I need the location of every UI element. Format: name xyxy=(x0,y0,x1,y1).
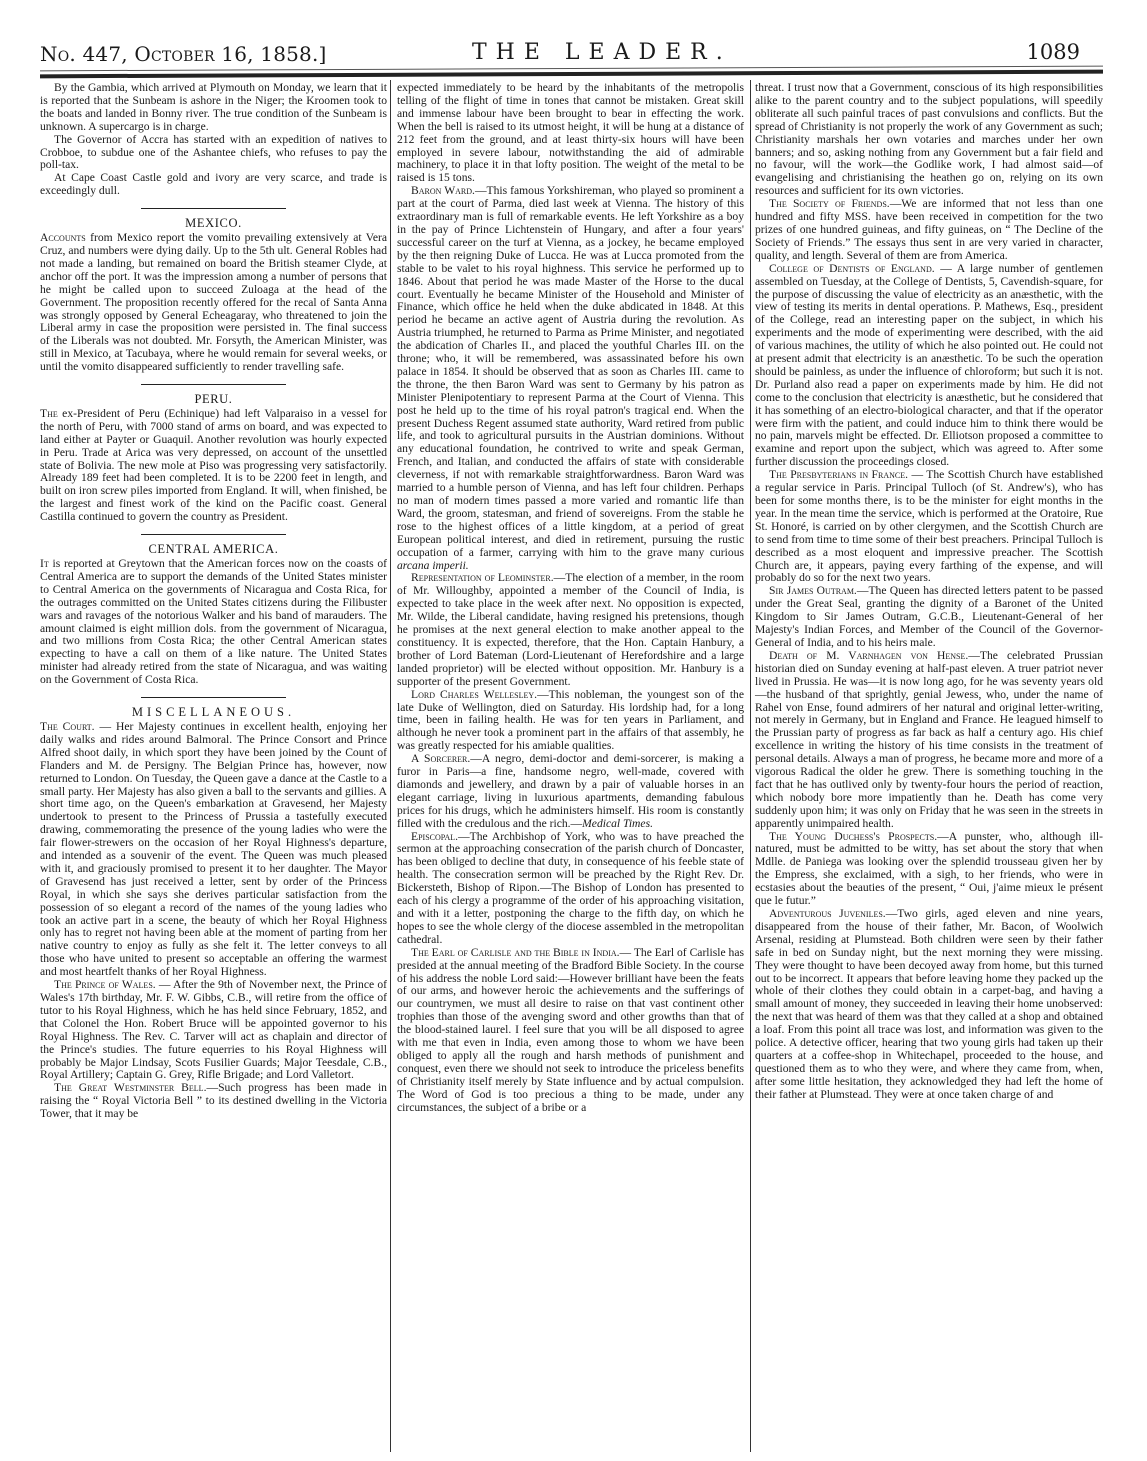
article-lead: The Great Westminster Bell. xyxy=(54,1081,207,1095)
masthead xyxy=(40,40,1080,66)
article-lead: Sir James Outram. xyxy=(769,584,857,598)
column-divider xyxy=(390,80,391,1452)
section-divider xyxy=(141,697,286,698)
article-body: —The celebrated Prussian historian died on Sunday evening at half-past eleven. A truer patriot never lived in Prussia. He was—it is now long ago, for he was seventy years old—the husband of that sprightly, genial Jewess, who, under the name of Rahel von Ense, found admirers of her natural and original letter-writing, not merely in Germany, but in England and France. He leagued himself to the Prussian party of progress as far back as half a century ago. His chief excellence in writing the history of his time consists in the treatment of personal details. Always a man of progress, he became more and more of a vigorous Radical the older he grew. There is something touching in the fact that he has outlived only by twenty-four hours the period of reaction, which nobody bore more impatiently than he. Death has come very suddenly upon him; it was only on Friday that he was seen in the streets in apparently unimpaired health. xyxy=(755,648,1103,830)
article-body: ex-President of Peru (Echinique) had left Valparaiso in a vessel for the north of Peru, with 7000 stand of arms on board, and was expected to land either at Payter or Guaquil. Another revolution was hourly expected in Peru. Trade at Arica was very depressed, on account of the unsettled state of Bolivia. The new mole at Piso was progressing very satisfactorily. Already 189 feet had been completed. It is to be 2200 feet in length, and built on iron screw piles imported from England. It will, when finished, be the largest and finest work of the kind on the Pacific coast. General Castilla continued to govern the country as President. xyxy=(40,406,387,524)
italic-phrase: arcana imperii. xyxy=(397,558,469,572)
issue-date: No. 447, October 16, 1858.] xyxy=(40,42,327,66)
lead-word: It xyxy=(40,557,49,570)
article-prince-of-wales xyxy=(40,979,387,1082)
column-divider xyxy=(750,80,751,1452)
article-lord-charles-wellesley xyxy=(397,689,744,754)
article-body: —A negro, demi-doctor and demi-sorcerer, is making a furor in Paris—a fine, handsome negro, well-made, covered with diamonds and jewellery, and drawn by a pair of valuable horses in an elegant carriage, living in luxurious apartments, demanding fabulous prices for his drugs, which he administers himself. His room is constantly filled with the credulous and the rich.— xyxy=(397,752,744,830)
paragraph: At Cape Coast Castle gold and ivory are very scarce, and trade is exceedingly dull. xyxy=(40,171,387,198)
article-lead: The Society of Friends. xyxy=(769,197,890,211)
article-body: — After the 9th of November next, the Prince of Wales's 17th birthday, Mr. F. W. Gibbs, C.B., will retire from the office of tutor to his Royal Highness, which he has held since February, 1852, and that Colonel the Hon. Robert Bruce will be appointed governor to his Royal Highness. The Rev. C. Tarver will act as chaplain and director of the Prince's studies. The future equerries to his Royal Highness will probably be Major Lindsay, Scots Fusilier Guards; Major Teesdale, C.B., Royal Artillery; Captain G. Grey, Rifle Brigade; and Lord Valletort. xyxy=(40,978,387,1082)
article-lead: A Sorcerer. xyxy=(411,752,471,766)
lead-word: Accounts xyxy=(40,231,86,245)
section-heading-miscellaneous: MISCELLANEOUS. xyxy=(131,705,296,720)
article-society-of-friends xyxy=(755,198,1103,263)
page-number: 1089 xyxy=(1026,40,1080,64)
article-varnhagen-von-hense xyxy=(755,650,1103,831)
section-divider xyxy=(141,384,286,385)
article-lead: The Young Duchess's Prospects. xyxy=(769,829,938,843)
article-body: —This famous Yorkshireman, who played so prominent a part at the court of Parma, died last week at Vienna. The history of this extraordinary man is full of remarkable events. He left Yorkshire as a boy in the pay of Prince Lichtenstein of Hungary, and after a four years' successful career on the turf at Vienna, as a jockey, he became employed by the then reigning Duke of Lucca. He was at Lucca promoted from the stable to be valet to his royal highness. This service he performed up to 1846. About that period he was made Master of the Horse to the ducal court. Eventually he became Minister of the Household and Minister of Finance, which office he held when the duke abdicated in 1848. At this period he became an active agent of Austria during the revolution. As Austria triumphed, he returned to Parma as Prime Minister, and negotiated the abdication of Charles II., and placed the youthful Charles III. on the throne; who, it will be remembered, was assassinated before his own palace in 1854. It should be observed that as soon as Charles III. came to the throne, the then Baron Ward was sent to Germany by his patron as Minister Plenipotentiary to represent Parma at the Court of Vienna. This post he held up to the time of his royal patron's tragical end. When the present Duchess Regent assumed state authority, Ward retired from public life, and took to agricultural pursuits in the Austrian dominions. Without any educational foundation, he contrived to write and speak German, French, and Italian, and conducted the affairs of state with considerable cleverness, if not with remarkable straightforwardness. Baron Ward was married to a humble person of Vienna, and has left four children. Perhaps no man of modern times passed a more varied and romantic life than Ward, the groom, statesman, and friend of sovereigns. From the stable he rose to the highest offices of a little kingdom, at a period of great European political interest, and died in retirement, pursuing the rustic occupation of a farmer, carrying with him to the grave many curious xyxy=(397,184,744,559)
article-episcopal xyxy=(397,831,744,947)
article-lead: Episcopal. xyxy=(411,829,459,843)
article-young-duchess xyxy=(755,831,1103,908)
article-body: —We are informed that not less than one hundred and fifty MSS. have been received in competition for the two prizes of one hundred guineas, and fifty guineas, on “ The Decline of the Society of Friends.” The essays thus sent in are very varied in character, quality, and length. Several of them are from America. xyxy=(755,197,1104,262)
section-heading-peru: PERU. xyxy=(194,392,233,407)
article-lead: College of Dentists of England. xyxy=(769,261,935,275)
column-2 xyxy=(397,82,744,1115)
article-the-court xyxy=(40,721,387,979)
header-rule-thick xyxy=(40,70,1103,79)
article-lead: The Earl of Carlisle and the Bible in India. xyxy=(411,945,620,959)
article-lead: Adventurous Juveniles. xyxy=(769,907,886,920)
article-body: —The election of a member, in the room of Mr. Willoughby, appointed a member of the Council of India, is expected to take place in the week after next. No opposition is expected, Mr. Wilde, the Liberal candidate, having resigned his pretensions, though he promises at the next general election to make another appeal to the constituency. It is expected, therefore, that the Hon. Captain Hanbury, a brother of Lord Bateman (Lord-Lieutenant of Herefordshire and a large landed proprietor) will be elected without opposition. Mr. Hanbury is a supporter of the present Government. xyxy=(397,571,744,688)
article-presbyterians-in-france xyxy=(755,469,1103,585)
article-body: is reported at Greytown that the American forces now on the coasts of Central America are to support the demands of the United States minister to Central America on the governments of Nicaragua and Costa Rica, for the outrages committed on the United States citizens during the Filibuster wars and ravages of the notorious Walker and his band of marauders. The amount claimed is eight million dols. from the government of Nicaragua, and two millions from Costa Rica; the other Central American states expecting to have a call on them of a like nature. The United States minister had already retired from the state of Nicaragua, and was waiting on the Government of Costa Rica. xyxy=(40,557,387,687)
article-adventurous-juveniles xyxy=(755,908,1103,1102)
article-body: — Her Majesty continues in excellent health, enjoying her daily walks and rides around Balmoral. The Prince Consort and Prince Alfred shoot daily, in which sport they have been joined by the Count of Flanders and M. de Persigny. The Belgian Prince has, however, now returned to London. On Tuesday, the Queen gave a dance at the Castle to a small party. Her Majesty has also given a ball to the servants and gillies. A short time ago, on the Queen's embarkation at Gravesend, her Majesty undertook to present to the Princess of Prussia a tastefully executed drawing, commemorating the presence of the young ladies who were the fair flower-strewers on the occasion of her Royal Highness's departure, and intended as a souvenir of the event. The Queen was much pleased with it, and graciously promised to present it to her daughter. The Mayor of Gravesend has just received a letter, sent by order of the Princess Royal, in which she says she derives particular satisfaction from the possession of so elegant a record of the names of the young ladies who took an active part in a scene, the beauty of which her Royal Highness only has to regret not having been able at the moment of parting from her native country to enjoy as fully as she felt it. The letter conveys to all those who have united to present so acceptable an offering the warmest and most heartfelt thanks of her Royal Highness. xyxy=(40,719,387,979)
article-college-of-dentists xyxy=(755,263,1103,470)
article-leominster xyxy=(397,572,744,688)
article-body: —This nobleman, the youngest son of the late Duke of Wellington, died on Saturday. His lordship had, for a long time, been in failing health. He was for ten years in Parliament, and although he never took a prominent part in the affairs of that assembly, he was greatly respected for his amiable qualities. xyxy=(397,687,745,753)
article-body: —The Queen has directed letters patent to be passed under the Great Seal, granting the dignity of a Baronet of the United Kingdom to Sir James Outram, G.C.B., Lieutenant-General of her Majesty's Indian Forces, and Member of the Council of the Governor-General of India, and to his heirs male. xyxy=(755,584,1103,649)
article-mexico xyxy=(40,232,387,374)
article-lead: Representation of Leominster. xyxy=(411,571,554,585)
article-lead: Baron Ward. xyxy=(411,184,475,198)
column-1 xyxy=(40,82,387,1121)
article-body: —The Archbishop of York, who was to have preached the sermon at the approaching consecration of the parish church of Doncaster, has been obliged to decline that duty, in consequence of his feeble state of health. The consecration sermon will be preached by the Right Rev. Dr. Bickersteth, Bishop of Ripon.—The Bishop of London has presented to each of his clergy a programme of the order of his approaching visitation, and with it a letter, postponing the charge to the fifth day, on which he hopes to see the whole clergy of the diocese assembled in the metropolitan cathedral. xyxy=(397,829,744,946)
article-central-america xyxy=(40,558,387,687)
section-divider xyxy=(141,208,286,209)
article-body: — The Earl of Carlisle has presided at the annual meeting of the Bradford Bible Society. In the course of his address the noble Lord said:—However brilliant have been the feats of our arms, and however heroic the achievements and the sufferings of our countrymen, we must all desire to raise on that vast continent other trophies than those of the avenging sword and other growths than that of the blood-stained laurel. I feel sure that you will be all disposed to agree with me that even in India, even among those to whom we have been obliged to apply all the rough and harsh methods of punishment and conquest, even there we should not seek to introduce the priceless benefits of Christianity itself merely by State influence and by actual compulsion. The Word of God is too precious a thing to be made, under any circumstances, the subject of a bribe or a xyxy=(397,945,744,1114)
article-westminster-bell xyxy=(40,1082,387,1121)
article-lead: The Court. xyxy=(40,719,95,733)
section-heading-central-america: CENTRAL AMERICA. xyxy=(148,542,279,557)
article-sorcerer xyxy=(397,753,744,830)
article-body: expected immediately to be heard by the inhabitants of the metropolis telling of the flight of time in tones that cannot be mistaken. Great skill and immense labour have been brought to bear in effecting the work. When the bell is raised to its utmost height, it will be hung at a distance of 212 feet from the ground, and at least thirty-six hours will have been employed in severe labour, notwithstanding the aid of admirable machinery, to place it in that lofty position. The weight of the metal to be raised is 15 tons. xyxy=(397,81,744,185)
article-body: —Two girls, aged eleven and nine years, disappeared from the house of their father, Mr. Bacon, of Woolwich Arsenal, residing at Plumstead. Both children were seen by their father safe in bed on Sunday night, but the next morning they were missing. They were thought to have been decoyed away from home, but this turned out to be incorrect. It appears that before leaving home they packed up the whole of their clothes they could obtain in a carpet-bag, and having a small amount of money, they succeeded in leaving their home unobserved: the next that was heard of them was that they called at a shop and obtained a loaf. From this point all trace was lost, and information was given to the police. A detective officer, hearing that two young girls had taken up their quarters at a coffee-shop in Whitechapel, proceeded to the house, and questioned them as to who they were, and where they came from, when, after some little hesitation, they acknowledged they had left the home of their father at Plumstead. They were at once taken charge of and xyxy=(755,907,1103,1101)
article-lead: Death of M. Varnhagen von Hense. xyxy=(769,648,969,662)
article-body: from Mexico report the vomito prevailing extensively at Vera Cruz, and numbers were dying daily. Up to the 5th ult. General Robles had not made a landing, but remained on board the British steamer Clyde, at anchor off the port. It was the impression among a number of persons that he might be called upon to succeed Zuloaga at the head of the Government. The proposition recently offered for the recal of Santa Anna was strongly opposed by General Echeagaray, who threatened to join the Liberal army in case the proposition were persisted in. The final success of the Liberals was not doubted. Mr. Forsyth, the American Minister, was still in Mexico, at Tacubaya, where he would remain for several weeks, or until the vomito disappeared sufficiently to render travelling safe. xyxy=(40,231,387,374)
paragraph: By the Gambia, which arrived at Plymouth on Monday, we learn that it is reported that the Sunbeam is ashore in the Niger; the Kroomen took to the boats and landed in Bonny river. The true condition of the Sunbeam is unknown. A supercargo is in charge. xyxy=(40,81,387,133)
article-lead: The Presbyterians in France. xyxy=(769,468,908,482)
article-continuation xyxy=(755,82,1103,198)
article-earl-of-carlisle xyxy=(397,947,744,1115)
article-body: — The Scottish Church have established a regular service in Paris. Principal Tulloch (of St. Andrew's), who has been for some months there, is to be the minister for eight months in the year. In the mean time the service, which is performed at the Oratoire, Rue St. Honoré, is carried on by other clergymen, and the Scottish Church are to send from time to time some of their best preachers. Principal Tulloch is described as a most eloquent and impressive preacher. The Scottish Church are, it appears, paying every farthing of the expense, and will probably do so for the next two years. xyxy=(755,468,1103,585)
article-body: —A punster, who, although ill-natured, must be admitted to be witty, has set about the story that when Mdlle. de Paniega was looking over the splendid trousseau given her by the Empress, she exclaimed, with a sigh, to her friends, who were in ecstasies about the beauties of the present, “ Oui, j'aime mieux le présent que le futur.” xyxy=(755,829,1103,908)
article-baron-ward xyxy=(397,185,744,572)
article-peru xyxy=(40,408,387,524)
article-lead: The Prince of Wales. xyxy=(54,978,156,992)
section-divider xyxy=(141,534,286,535)
column-3 xyxy=(755,82,1103,1102)
article-body: threat. I trust now that a Government, conscious of its high responsibilities alike to the parent country and to the subject populations, will speedily obliterate all such painful traces of past convulsions and conflicts. But the spread of Christianity is not properly the work of any Government as such; Christianity marshals her own votaries and marches under her own banners; and so, asking nothing from any Government but a fair field and no favour, will the work—the Godlike work, I had almost said—of evangelising and christianising the heathen go on, relying on its own resources and sufficient for its own victories. xyxy=(755,81,1103,198)
article-body: — A large number of gentlemen assembled on Tuesday, at the College of Dentists, 5, Cavendish-square, for the purpose of discussing the value of electricity as an anæsthetic, with the view of testing its merits in dental operations. P. Mathews, Esq., president of the College, read an interesting paper on the subject, in which his experiments and the mode of experimenting were described, with the aid of various machines, the utility of which he also pointed out. He could not at present admit that electricity is an anæsthetic. To be such the operation should be painless, as under the influence of chloroform; but such it is not. Dr. Purland also read a paper on experiments made by him. He did not come to the conclusion that electricity is anæsthetic, but he considered that it has something of an electro-biological character, and that if the operator were firm with the patient, and could induce him to think there would be no pain, marvels might be effected. Dr. Elliotson proposed a committee to examine and report upon the subject, which was agreed to. After some further discussion the proceedings closed. xyxy=(755,261,1103,469)
source-attribution: Medical Times. xyxy=(582,816,653,830)
article-continuation xyxy=(397,82,744,185)
lead-word: The xyxy=(40,406,58,420)
publication-title: THE LEADER. xyxy=(472,40,732,65)
paragraph: The Governor of Accra has started with an expedition of natives to Crobboe, to subdue one of the Ashantee chiefs, who refuses to pay the poll-tax. xyxy=(40,132,387,172)
article-lead: Lord Charles Wellesley. xyxy=(411,687,538,701)
section-heading-mexico: MEXICO. xyxy=(185,216,242,231)
article-body: —Such progress has been made in raising the “ Royal Victoria Bell ” to its destined dwelling in the Victoria Tower, that it may be xyxy=(40,1081,387,1121)
article-sir-james-outram xyxy=(755,585,1103,650)
